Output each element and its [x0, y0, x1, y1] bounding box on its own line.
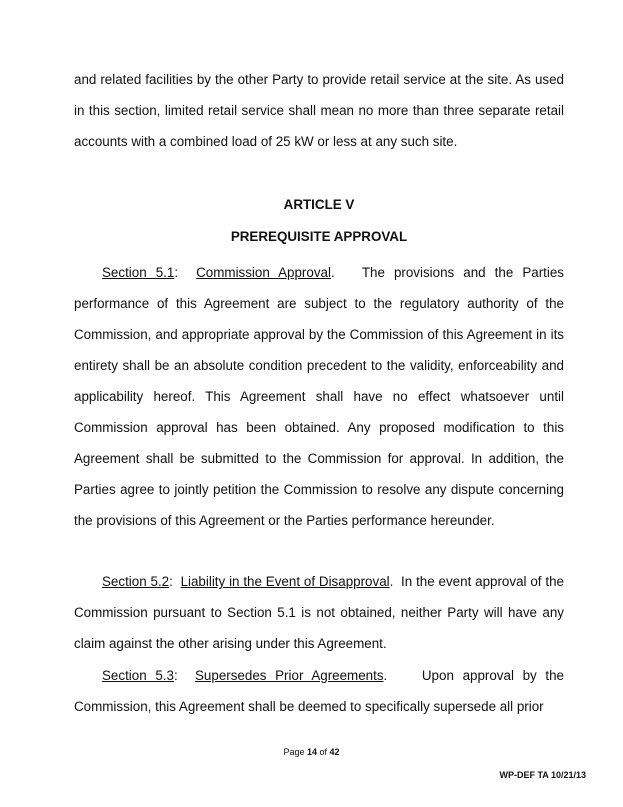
section-title: Supersedes Prior Agreements: [195, 668, 384, 683]
section-number: Section 5.2: [102, 574, 170, 589]
page-prefix: Page: [283, 747, 305, 757]
section-5-2: Section 5.2: Liability in the Event of Disapproval. In the event approval of the Commission pursuant to Section 5.1 is not obtained, neither Party will have any claim against the other arising under this Agreement.: [74, 574, 564, 651]
section-5-3: Section 5.3: Supersedes Prior Agreements. Upon approval by the Commission, this Agreement shall be deemed to specifically supersede all prior: [74, 668, 565, 714]
page-of: of: [319, 747, 328, 757]
page-number: [0, 747, 623, 757]
page-current: 14: [306, 747, 317, 757]
section-text: In the event approval of the Commission pursuant to Section 5.1 is not obtained, neither Party will have any claim against the other arising under this Agreement.: [74, 574, 564, 651]
article-title: PREREQUISITE APPROVAL: [230, 229, 408, 244]
section-text: The provisions and the Parties performance of this Agreement are subject to the regulatory authority of the Commission, and appropriate approval by the Commission of this Agreement in its entirety shall be an absolute condition precedent to the validity, enforceability and applicability hereof. This Agreement shall have no effect whatsoever until Commission approval has been obtained. Any proposed modification to this Agreement shall be submitted to the Commission for approval. In addition, the Parties agree to jointly petition the Commission to resolve any dispute concerning the provisions of this Agreement or the Parties performance hereunder.: [74, 265, 564, 528]
page-total: 42: [329, 747, 340, 757]
section-number: Section 5.3: [102, 668, 174, 683]
section-title: Liability in the Event of Disapproval: [180, 574, 390, 589]
section-title: Commission Approval: [196, 265, 331, 280]
section-text: Upon approval by the Commission, this Agreement shall be deemed to specifically supersede all prior: [74, 668, 565, 714]
document-reference: WP-DEF TA 10/21/13: [499, 770, 586, 780]
section-5-1: Section 5.1: Commission Approval. The provisions and the Parties performance of this Agreement are subject to the regulatory authority of the Commission, and appropriate approval by the Commission of this Agreement in its entirety shall be an absolute condition precedent to the validity, enforceability and applicability hereof. This Agreement shall have no effect whatsoever until Commission approval has been obtained. Any proposed modification to this Agreement shall be submitted to the Commission for approval. In addition, the Parties agree to jointly petition the Commission to resolve any dispute concerning the provisions of this Agreement or the Parties performance hereunder.: [74, 265, 564, 528]
section-number: Section 5.1: [102, 265, 175, 280]
paragraph-continued: and related facilities by the other Party to provide retail service at the site. As used in this section, limited retail service shall mean no more than three separate retail accounts with a combined load of 25 kW or less at any such site.: [74, 72, 564, 149]
article-number: ARTICLE V: [283, 197, 355, 212]
